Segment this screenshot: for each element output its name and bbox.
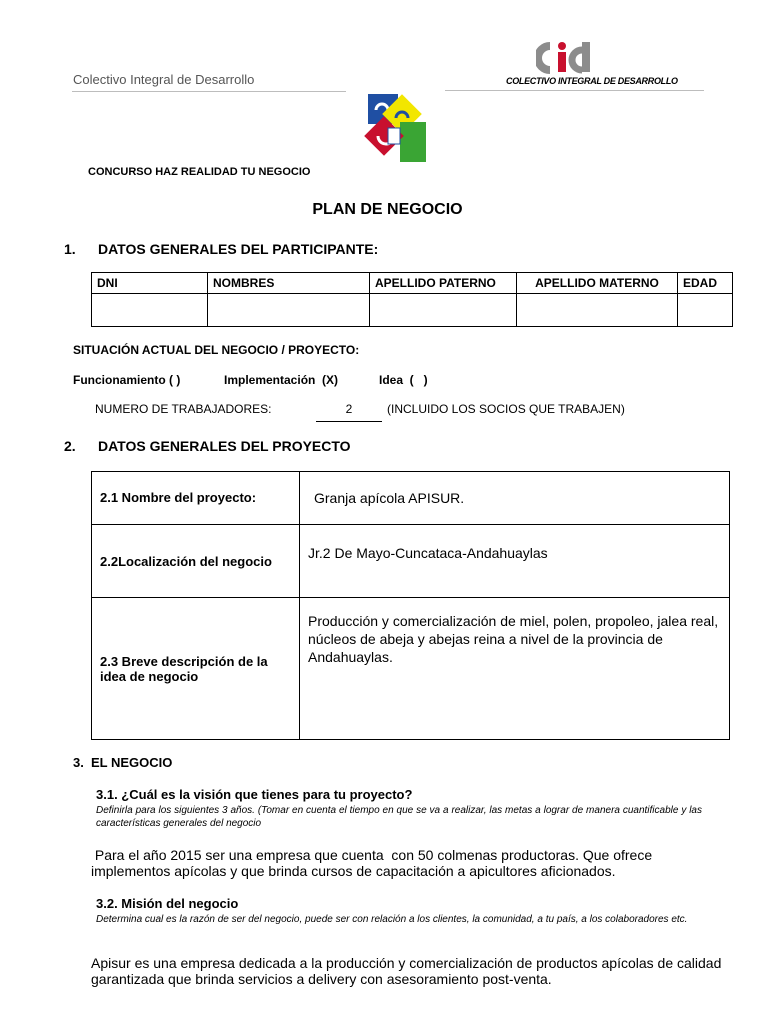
participant-table-header xyxy=(92,273,733,294)
header-rule-right xyxy=(445,90,704,91)
brand-caption: COLECTIVO INTEGRAL DE DESARROLLO xyxy=(506,76,678,86)
section-3-title: EL NEGOCIO xyxy=(91,755,173,770)
document-title: PLAN DE NEGOCIO xyxy=(312,201,463,218)
mission-answer: Apisur es una empresa dedicada a la producción y comercialización de productos apícolas de calidad garantizada que brinda servicios a delivery con asesoramiento post-venta. xyxy=(91,955,722,987)
cell-apellido-paterno xyxy=(370,294,517,327)
project-location-value: Jr.2 De Mayo-Cuncataca-Andahuaylas xyxy=(300,525,730,598)
col-edad: EDAD xyxy=(678,273,733,294)
option-implementacion: Implementación (X) xyxy=(224,373,339,387)
project-table xyxy=(91,471,730,740)
vision-answer: Para el año 2015 ser una empresa que cuenta con 50 colmenas productoras. Que ofrece implementos apícolas y que brinda cursos de capacitación a apicultores aficionados. xyxy=(91,847,657,879)
header-rule-left xyxy=(72,91,346,92)
section-1-number: 1. xyxy=(64,241,76,257)
situation-title: SITUACIÓN ACTUAL DEL NEGOCIO / PROYECTO: xyxy=(73,343,360,357)
project-description-label: 2.3 Breve descripción de la idea de negocio xyxy=(92,598,300,740)
section-1-title: DATOS GENERALES DEL PARTICIPANTE: xyxy=(98,241,379,257)
section-2-title: DATOS GENERALES DEL PROYECTO xyxy=(98,438,351,454)
workers-value: 2 xyxy=(316,402,382,422)
contest-name: CONCURSO HAZ REALIDAD TU NEGOCIO xyxy=(88,166,311,178)
participant-table xyxy=(91,272,733,327)
mission-hint: Determina cual es la razón de ser del negocio, puede ser con relación a los clientes, la comunidad, a tu país, a los colaboradores etc. xyxy=(96,914,688,925)
mission-question: 3.2. Misión del negocio xyxy=(96,896,239,911)
project-location-label: 2.2Localización del negocio xyxy=(92,525,300,598)
project-name-label: 2.1 Nombre del proyecto: xyxy=(92,472,300,525)
cell-edad xyxy=(678,294,733,327)
project-description-value: Producción y comercialización de miel, polen, propoleo, jalea real, núcleos de abeja y abejas reina a nivel de la provincia de Andahuaylas. xyxy=(300,598,730,740)
option-idea: Idea ( ) xyxy=(379,373,428,387)
option-funcionamiento: Funcionamiento ( ) xyxy=(73,373,181,387)
vision-hint: Definirla para los siguientes 3 años. (Tomar en cuenta el tiempo en que se va a realizar, las metas a lograr de manera cuantificable y las características generales del negocio xyxy=(96,805,702,829)
section-3-number: 3. xyxy=(73,755,84,770)
section-1-heading xyxy=(64,241,378,257)
participant-table-row xyxy=(92,294,733,327)
cell-nombres xyxy=(208,294,370,327)
col-dni: DNI xyxy=(92,273,208,294)
vision-question: 3.1. ¿Cuál es la visión que tienes para tu proyecto? xyxy=(96,787,413,802)
section-2-heading xyxy=(64,438,351,454)
workers-label: NUMERO DE TRABAJADORES: xyxy=(95,402,272,416)
col-nombres: NOMBRES xyxy=(208,273,370,294)
workers-note: (INCLUIDO LOS SOCIOS QUE TRABAJEN) xyxy=(387,402,625,416)
cell-apellido-materno xyxy=(517,294,678,327)
project-row-description xyxy=(92,598,730,740)
section-2-number: 2. xyxy=(64,438,76,454)
project-row-name xyxy=(92,472,730,525)
section-3-heading xyxy=(73,755,172,770)
col-apellido-paterno: APELLIDO PATERNO xyxy=(370,273,517,294)
organization-name: Colectivo Integral de Desarrollo xyxy=(73,72,255,87)
project-row-location xyxy=(92,525,730,598)
project-name-value: Granja apícola APISUR. xyxy=(300,472,730,525)
cid-logo xyxy=(536,40,596,74)
contest-logo xyxy=(364,92,430,164)
col-apellido-materno: APELLIDO MATERNO xyxy=(517,273,678,294)
cell-dni xyxy=(92,294,208,327)
